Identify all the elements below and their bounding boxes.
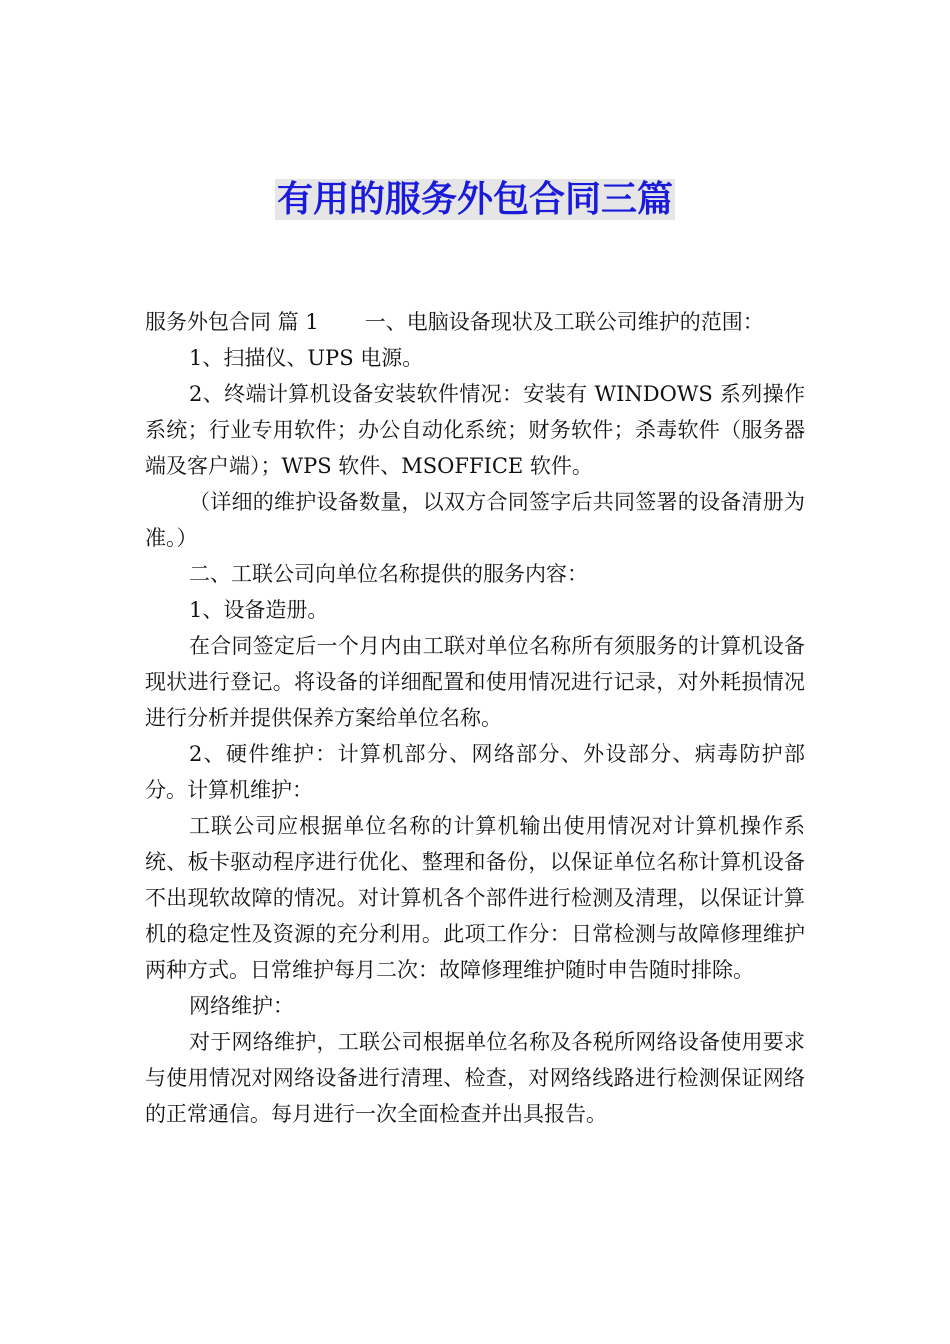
section-heading-2: 二、工联公司向单位名称提供的服务内容： <box>189 562 588 586</box>
paragraph-1: 1、扫描仪、UPS 电源。 <box>189 346 424 370</box>
section-label: 服务外包合同 篇 1 <box>145 310 319 334</box>
document-body <box>145 304 805 1132</box>
document-title-text: 有用的服务外包合同三篇 <box>276 179 673 220</box>
paragraph-6: 2、硬件维护：计算机部分、网络部分、外设部分、病毒防护部分。计算机维护： <box>145 742 805 802</box>
paragraph-5: 在合同签定后一个月内由工联对单位名称所有须服务的计算机设备现状进行登记。将设备的详细配置和使用情况进行记录，对外耗损情况进行分析并提供保养方案给单位名称。 <box>145 634 805 730</box>
paragraph-8: 网络维护： <box>189 994 294 1018</box>
section-heading-1: 一、电脑设备现状及工联公司维护的范围： <box>364 310 764 334</box>
paragraph-3: （详细的维护设备数量，以双方合同签字后共同签署的设备清册为准。） <box>145 490 805 550</box>
document-title <box>0 176 950 224</box>
first-line <box>145 304 805 340</box>
paragraph-7: 工联公司应根据单位名称的计算机输出使用情况对计算机操作系统、板卡驱动程序进行优化、整理和备份，以保证单位名称计算机设备不出现软故障的情况。对计算机各个部件进行检测及清理，以保证计算机的稳定性及资源的充分利用。此项工作分：日常检测与故障修理维护两种方式。日常维护每月二次：故障修理维护随时申告随时排除。 <box>145 814 805 982</box>
paragraph-9: 对于网络维护，工联公司根据单位名称及各税所网络设备使用要求与使用情况对网络设备进行清理、检查，对网络线路进行检测保证网络的正常通信。每月进行一次全面检查并出具报告。 <box>145 1030 805 1126</box>
paragraph-4: 1、设备造册。 <box>189 598 329 622</box>
paragraph-2: 2、终端计算机设备安装软件情况：安装有 WINDOWS 系列操作系统；行业专用软件；办公自动化系统；财务软件；杀毒软件（服务器端及客户端）；WPS 软件、MSOFFICE 软件。 <box>145 382 805 478</box>
